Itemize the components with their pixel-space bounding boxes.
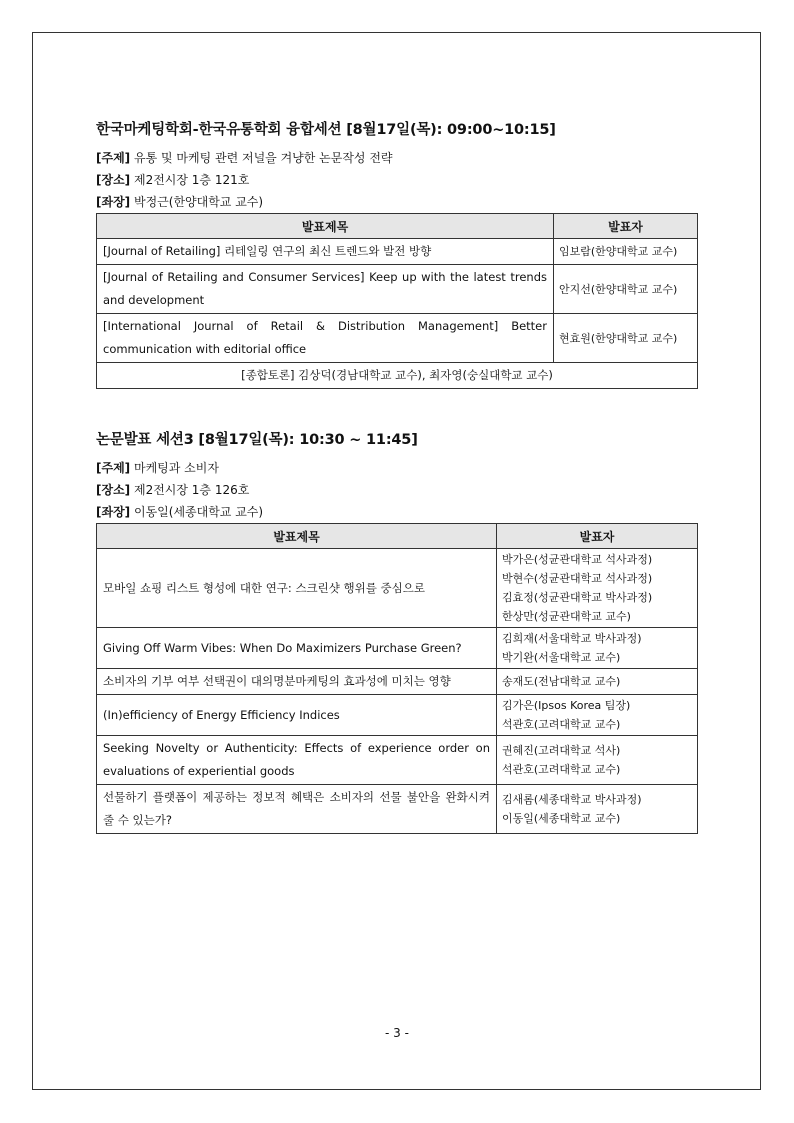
presenter: 김효정(성균관대학교 박사과정)	[502, 591, 653, 604]
presenter: 석관호(고려대학교 교수)	[502, 763, 621, 776]
venue-text: 제2전시장 1층 121호	[133, 173, 250, 187]
presenter: 박현수(성균관대학교 석사과정)	[502, 572, 653, 585]
header-presenter: 발표자	[554, 214, 698, 239]
venue-label: [장소]	[96, 483, 131, 497]
presenter: 현효원(한양대학교 교수)	[554, 314, 698, 363]
presenter-list	[497, 695, 698, 736]
chair-text: 박정근(한양대학교 교수)	[133, 195, 264, 209]
table-row	[97, 785, 698, 834]
presenter: 박가은(성균관대학교 석사과정)	[502, 553, 653, 566]
presentation-title: [International Journal of Retail & Distribution Management] Better communication with editorial office	[97, 314, 554, 363]
presentation-title: 소비자의 기부 여부 선택권이 대의명분마케팅의 효과성에 미치는 영향	[97, 669, 497, 695]
venue-text: 제2전시장 1층 126호	[133, 483, 250, 497]
session-venue	[96, 479, 698, 501]
presenter: 석관호(고려대학교 교수)	[502, 718, 621, 731]
presenter: 송재도(전남대학교 교수)	[497, 669, 698, 695]
session-joint	[96, 118, 698, 389]
theme-label: [주제]	[96, 151, 131, 165]
chair-label: [좌장]	[96, 195, 131, 209]
presentation-title: [Journal of Retailing] 리테일링 연구의 최신 트렌드와 발전 방향	[97, 239, 554, 265]
presenter: 박기완(서울대학교 교수)	[502, 651, 621, 664]
header-title: 발표제목	[97, 524, 497, 549]
theme-label: [주제]	[96, 461, 131, 475]
presenter: 권혜진(고려대학교 석사)	[502, 744, 621, 757]
discussion: [종합토론] 김상덕(경남대학교 교수), 최자영(숭실대학교 교수)	[97, 363, 698, 389]
chair-text: 이동일(세종대학교 교수)	[133, 505, 264, 519]
presenter-list	[497, 736, 698, 785]
discussion-row	[97, 363, 698, 389]
table-row	[97, 265, 698, 314]
presenter: 이동일(세종대학교 교수)	[502, 812, 621, 825]
presentation-title: [Journal of Retailing and Consumer Services] Keep up with the latest trends and development	[97, 265, 554, 314]
theme-text: 유통 및 마케팅 관련 저널을 겨냥한 논문작성 전략	[133, 151, 393, 165]
presenter-list	[497, 549, 698, 628]
table-row	[97, 549, 698, 628]
presenter-list	[497, 628, 698, 669]
session-title: 논문발표 세션3 [8월17일(목): 10:30 ~ 11:45]	[96, 432, 418, 448]
table-row	[97, 628, 698, 669]
presenter: 김희재(서울대학교 박사과정)	[502, 632, 642, 645]
page-number: - 3 -	[385, 1026, 409, 1040]
table-header-row	[97, 214, 698, 239]
session-paper-3	[96, 428, 698, 834]
presenter: 한상만(성균관대학교 교수)	[502, 610, 631, 623]
presentation-title: Seeking Novelty or Authenticity: Effects of experience order on evaluations of experiential goods	[97, 736, 497, 785]
presenter: 임보람(한양대학교 교수)	[554, 239, 698, 265]
venue-label: [장소]	[96, 173, 131, 187]
presentation-title: (In)efficiency of Energy Efficiency Indices	[97, 695, 497, 736]
table-row	[97, 695, 698, 736]
table-row	[97, 736, 698, 785]
presentation-table	[96, 523, 698, 834]
presentation-title: Giving Off Warm Vibes: When Do Maximizers Purchase Green?	[97, 628, 497, 669]
session-chair	[96, 501, 698, 523]
theme-text: 마케팅과 소비자	[133, 461, 219, 475]
table-row	[97, 239, 698, 265]
session-chair	[96, 191, 698, 213]
presentation-title: 모바일 쇼핑 리스트 형성에 대한 연구: 스크린샷 행위를 중심으로	[97, 549, 497, 628]
session-theme	[96, 147, 698, 169]
presentation-table	[96, 213, 698, 389]
session-venue	[96, 169, 698, 191]
table-row	[97, 669, 698, 695]
session-theme	[96, 457, 698, 479]
table-row	[97, 314, 698, 363]
header-title: 발표제목	[97, 214, 554, 239]
table-header-row	[97, 524, 698, 549]
presenter: 김가은(Ipsos Korea 팀장)	[502, 699, 631, 712]
presenter: 안지선(한양대학교 교수)	[554, 265, 698, 314]
chair-label: [좌장]	[96, 505, 131, 519]
presentation-title: 선물하기 플랫폼이 제공하는 정보적 혜택은 소비자의 선물 불안을 완화시켜 줄 수 있는가?	[97, 785, 497, 834]
presenter-list	[497, 785, 698, 834]
session-title: 한국마케팅학회-한국유통학회 융합세션 [8월17일(목): 09:00~10:15]	[96, 122, 556, 138]
presenter: 김새롬(세종대학교 박사과정)	[502, 793, 642, 806]
header-presenter: 발표자	[497, 524, 698, 549]
